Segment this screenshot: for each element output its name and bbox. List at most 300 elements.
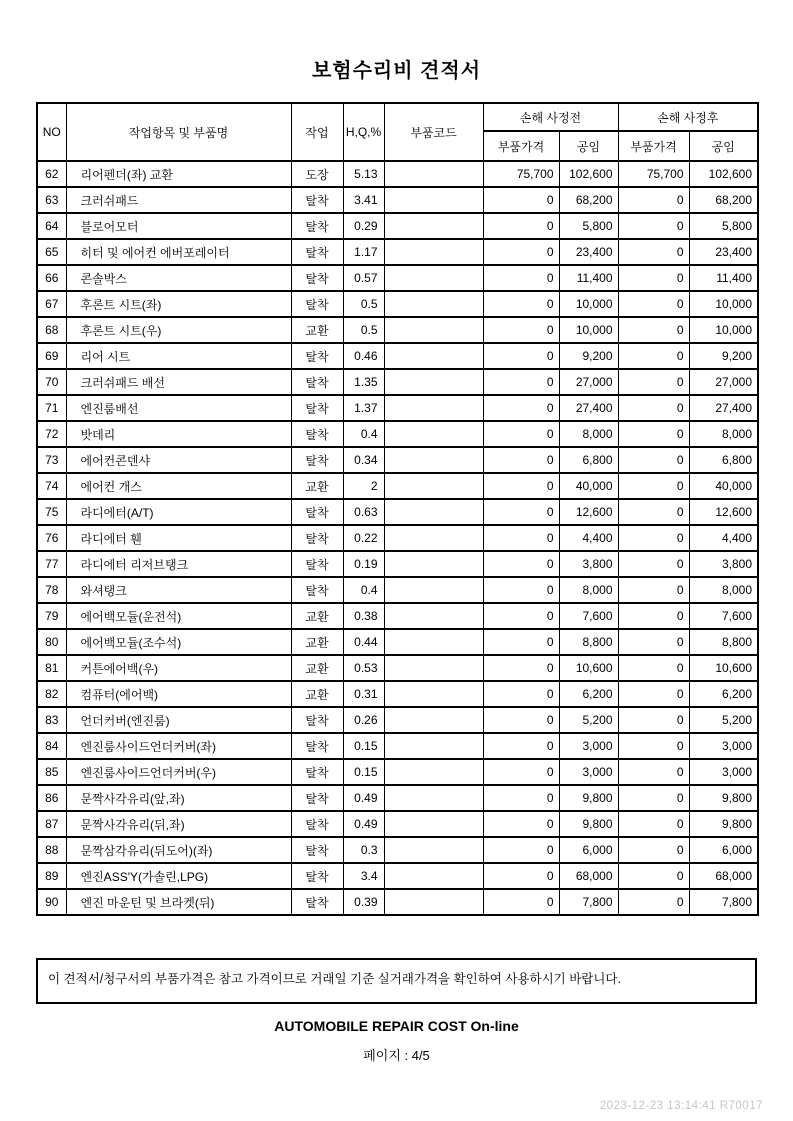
cell-hq-percent: 0.39 (343, 889, 384, 915)
cell-before-labor: 6,200 (559, 681, 618, 707)
cell-hq-percent: 0.26 (343, 707, 384, 733)
cell-hq-percent: 0.38 (343, 603, 384, 629)
cell-no: 71 (37, 395, 66, 421)
cell-part-code (384, 837, 483, 863)
col-header-part-code: 부품코드 (384, 103, 483, 161)
cell-work-type: 탈착 (291, 707, 343, 733)
repair-estimate-table (36, 102, 759, 916)
notice-box (36, 958, 757, 1004)
cell-item-name: 후론트 시트(좌) (66, 291, 291, 317)
cell-no: 73 (37, 447, 66, 473)
cell-item-name: 문짝삼각유리(뒤도어)(좌) (66, 837, 291, 863)
cell-hq-percent: 1.37 (343, 395, 384, 421)
cell-before-part-price: 0 (483, 473, 559, 499)
cell-hq-percent: 0.46 (343, 343, 384, 369)
cell-no: 80 (37, 629, 66, 655)
cell-work-type: 탈착 (291, 447, 343, 473)
cell-after-part-price: 75,700 (618, 161, 689, 187)
cell-no: 86 (37, 785, 66, 811)
cell-no: 90 (37, 889, 66, 915)
cell-item-name: 리어 시트 (66, 343, 291, 369)
table-row (37, 291, 758, 317)
cell-after-part-price: 0 (618, 811, 689, 837)
cell-after-labor: 10,000 (689, 291, 758, 317)
cell-item-name: 엔진 마운틴 및 브라켓(뒤) (66, 889, 291, 915)
cell-hq-percent: 0.19 (343, 551, 384, 577)
footer-title: AUTOMOBILE REPAIR COST On-line (274, 1018, 519, 1034)
cell-after-labor: 12,600 (689, 499, 758, 525)
cell-before-part-price: 0 (483, 889, 559, 915)
cell-work-type: 탈착 (291, 785, 343, 811)
table-row (37, 629, 758, 655)
cell-part-code (384, 603, 483, 629)
table-row (37, 837, 758, 863)
cell-hq-percent: 0.53 (343, 655, 384, 681)
cell-hq-percent: 0.3 (343, 837, 384, 863)
cell-before-labor: 102,600 (559, 161, 618, 187)
cell-part-code (384, 551, 483, 577)
col-header-no: NO (37, 103, 66, 161)
cell-after-part-price: 0 (618, 889, 689, 915)
cell-hq-percent: 0.4 (343, 577, 384, 603)
cell-no: 77 (37, 551, 66, 577)
cell-after-part-price: 0 (618, 447, 689, 473)
cell-no: 84 (37, 733, 66, 759)
cell-before-labor: 5,200 (559, 707, 618, 733)
cell-after-labor: 5,200 (689, 707, 758, 733)
table-row (37, 707, 758, 733)
cell-no: 63 (37, 187, 66, 213)
cell-hq-percent: 0.49 (343, 811, 384, 837)
col-header-after-assessment: 손해 사정후 (618, 103, 758, 131)
cell-after-labor: 6,000 (689, 837, 758, 863)
cell-before-labor: 8,000 (559, 577, 618, 603)
table-row (37, 473, 758, 499)
cell-after-labor: 6,200 (689, 681, 758, 707)
cell-after-labor: 68,200 (689, 187, 758, 213)
cell-work-type: 탈착 (291, 291, 343, 317)
table-row (37, 733, 758, 759)
cell-after-labor: 27,000 (689, 369, 758, 395)
cell-before-labor: 8,800 (559, 629, 618, 655)
cell-no: 67 (37, 291, 66, 317)
cell-after-part-price: 0 (618, 629, 689, 655)
cell-after-labor: 10,600 (689, 655, 758, 681)
cell-before-labor: 27,000 (559, 369, 618, 395)
cell-item-name: 에어백모듈(운전석) (66, 603, 291, 629)
cell-no: 65 (37, 239, 66, 265)
cell-after-labor: 9,800 (689, 811, 758, 837)
cell-part-code (384, 629, 483, 655)
cell-before-labor: 10,600 (559, 655, 618, 681)
table-row (37, 369, 758, 395)
table-header (37, 103, 758, 161)
cell-no: 85 (37, 759, 66, 785)
col-header-before-assessment: 손해 사정전 (483, 103, 618, 131)
cell-after-labor: 7,600 (689, 603, 758, 629)
cell-part-code (384, 785, 483, 811)
cell-before-part-price: 0 (483, 863, 559, 889)
cell-hq-percent: 0.5 (343, 317, 384, 343)
cell-before-part-price: 0 (483, 239, 559, 265)
cell-work-type: 탈착 (291, 863, 343, 889)
cell-part-code (384, 161, 483, 187)
cell-item-name: 에어컨콘덴샤 (66, 447, 291, 473)
table-row (37, 525, 758, 551)
cell-no: 89 (37, 863, 66, 889)
cell-hq-percent: 0.29 (343, 213, 384, 239)
cell-item-name: 컴퓨터(에어백) (66, 681, 291, 707)
cell-part-code (384, 499, 483, 525)
cell-part-code (384, 577, 483, 603)
table-row (37, 187, 758, 213)
cell-part-code (384, 733, 483, 759)
cell-before-labor: 3,000 (559, 733, 618, 759)
cell-item-name: 엔진룸사이드언더커버(우) (66, 759, 291, 785)
page-number-label: 페이지 : 4/5 (363, 1048, 430, 1063)
col-header-item: 작업항목 및 부품명 (66, 103, 291, 161)
cell-after-part-price: 0 (618, 733, 689, 759)
col-header-before-labor: 공임 (559, 131, 618, 161)
table-row (37, 603, 758, 629)
cell-item-name: 엔진룸배선 (66, 395, 291, 421)
cell-before-part-price: 0 (483, 655, 559, 681)
cell-after-part-price: 0 (618, 707, 689, 733)
cell-before-part-price: 0 (483, 343, 559, 369)
cell-after-labor: 4,400 (689, 525, 758, 551)
cell-hq-percent: 0.57 (343, 265, 384, 291)
cell-before-part-price: 0 (483, 499, 559, 525)
cell-hq-percent: 1.17 (343, 239, 384, 265)
table-row (37, 265, 758, 291)
cell-part-code (384, 317, 483, 343)
cell-before-labor: 5,800 (559, 213, 618, 239)
cell-work-type: 탈착 (291, 421, 343, 447)
notice-text: 이 견적서/청구서의 부품가격은 참고 가격이므로 거래일 기준 실거래가격을 확인하여 사용하시기 바랍니다. (48, 972, 621, 986)
page-title: 보험수리비 견적서 (311, 60, 482, 82)
cell-item-name: 에어백모듈(조수석) (66, 629, 291, 655)
cell-work-type: 탈착 (291, 551, 343, 577)
cell-after-labor: 5,800 (689, 213, 758, 239)
cell-part-code (384, 213, 483, 239)
cell-before-labor: 6,800 (559, 447, 618, 473)
cell-no: 70 (37, 369, 66, 395)
cell-after-part-price: 0 (618, 239, 689, 265)
table-row (37, 421, 758, 447)
cell-work-type: 탈착 (291, 499, 343, 525)
cell-hq-percent: 0.49 (343, 785, 384, 811)
cell-after-part-price: 0 (618, 655, 689, 681)
cell-no: 75 (37, 499, 66, 525)
cell-after-labor: 23,400 (689, 239, 758, 265)
cell-work-type: 교환 (291, 317, 343, 343)
cell-before-part-price: 0 (483, 551, 559, 577)
cell-after-part-price: 0 (618, 395, 689, 421)
cell-after-labor: 40,000 (689, 473, 758, 499)
cell-part-code (384, 421, 483, 447)
cell-before-part-price: 0 (483, 785, 559, 811)
cell-before-labor: 3,000 (559, 759, 618, 785)
print-timestamp: 2023-12-23 13:14:41 R70017 (599, 1100, 763, 1112)
cell-no: 64 (37, 213, 66, 239)
cell-hq-percent: 0.44 (343, 629, 384, 655)
col-header-after-labor: 공임 (689, 131, 758, 161)
cell-after-part-price: 0 (618, 473, 689, 499)
cell-after-part-price: 0 (618, 369, 689, 395)
table-row (37, 863, 758, 889)
cell-after-labor: 8,800 (689, 629, 758, 655)
cell-after-part-price: 0 (618, 187, 689, 213)
cell-hq-percent: 0.5 (343, 291, 384, 317)
col-header-hq: H,Q,% (343, 103, 384, 161)
cell-work-type: 탈착 (291, 733, 343, 759)
table-row (37, 811, 758, 837)
cell-before-labor: 7,800 (559, 889, 618, 915)
cell-work-type: 탈착 (291, 239, 343, 265)
cell-work-type: 탈착 (291, 213, 343, 239)
cell-before-labor: 11,400 (559, 265, 618, 291)
cell-item-name: 와셔탱크 (66, 577, 291, 603)
cell-work-type: 교환 (291, 681, 343, 707)
cell-hq-percent: 0.15 (343, 733, 384, 759)
cell-after-part-price: 0 (618, 317, 689, 343)
table-row (37, 395, 758, 421)
col-header-work: 작업 (291, 103, 343, 161)
cell-after-part-price: 0 (618, 681, 689, 707)
cell-hq-percent: 1.35 (343, 369, 384, 395)
cell-after-labor: 6,800 (689, 447, 758, 473)
cell-hq-percent: 3.41 (343, 187, 384, 213)
cell-part-code (384, 759, 483, 785)
cell-item-name: 커튼에어백(우) (66, 655, 291, 681)
cell-part-code (384, 681, 483, 707)
table-row (37, 317, 758, 343)
cell-before-labor: 9,200 (559, 343, 618, 369)
cell-before-labor: 12,600 (559, 499, 618, 525)
cell-after-part-price: 0 (618, 421, 689, 447)
cell-before-labor: 10,000 (559, 291, 618, 317)
table-row (37, 889, 758, 915)
cell-after-labor: 27,400 (689, 395, 758, 421)
cell-part-code (384, 707, 483, 733)
cell-no: 62 (37, 161, 66, 187)
cell-before-part-price: 0 (483, 265, 559, 291)
cell-work-type: 탈착 (291, 265, 343, 291)
cell-after-part-price: 0 (618, 343, 689, 369)
cell-after-part-price: 0 (618, 759, 689, 785)
cell-before-part-price: 0 (483, 577, 559, 603)
cell-after-part-price: 0 (618, 499, 689, 525)
cell-work-type: 탈착 (291, 889, 343, 915)
cell-hq-percent: 5.13 (343, 161, 384, 187)
cell-before-part-price: 0 (483, 525, 559, 551)
cell-before-labor: 4,400 (559, 525, 618, 551)
table-row (37, 785, 758, 811)
cell-item-name: 히터 및 에어컨 에버포레이터 (66, 239, 291, 265)
cell-before-part-price: 0 (483, 421, 559, 447)
cell-work-type: 교환 (291, 629, 343, 655)
cell-no: 88 (37, 837, 66, 863)
cell-hq-percent: 3.4 (343, 863, 384, 889)
cell-work-type: 탈착 (291, 811, 343, 837)
cell-after-part-price: 0 (618, 863, 689, 889)
col-header-after-part-price: 부품가격 (618, 131, 689, 161)
cell-part-code (384, 889, 483, 915)
cell-before-part-price: 0 (483, 629, 559, 655)
cell-no: 74 (37, 473, 66, 499)
cell-before-labor: 68,200 (559, 187, 618, 213)
cell-item-name: 라디에터 리저브탱크 (66, 551, 291, 577)
cell-no: 83 (37, 707, 66, 733)
cell-hq-percent: 0.34 (343, 447, 384, 473)
cell-hq-percent: 0.4 (343, 421, 384, 447)
cell-before-labor: 8,000 (559, 421, 618, 447)
table-row (37, 161, 758, 187)
cell-item-name: 콘솔박스 (66, 265, 291, 291)
cell-before-labor: 27,400 (559, 395, 618, 421)
cell-no: 68 (37, 317, 66, 343)
table-body (37, 161, 758, 915)
cell-after-labor: 9,200 (689, 343, 758, 369)
cell-after-labor: 68,000 (689, 863, 758, 889)
cell-work-type: 교환 (291, 603, 343, 629)
cell-part-code (384, 863, 483, 889)
table-row (37, 681, 758, 707)
cell-before-labor: 68,000 (559, 863, 618, 889)
cell-item-name: 언더커버(엔진룸) (66, 707, 291, 733)
cell-no: 79 (37, 603, 66, 629)
cell-after-part-price: 0 (618, 213, 689, 239)
cell-hq-percent: 0.31 (343, 681, 384, 707)
cell-work-type: 교환 (291, 473, 343, 499)
cell-before-labor: 9,800 (559, 785, 618, 811)
cell-part-code (384, 291, 483, 317)
cell-item-name: 블로어모터 (66, 213, 291, 239)
cell-after-part-price: 0 (618, 291, 689, 317)
cell-before-labor: 9,800 (559, 811, 618, 837)
cell-part-code (384, 369, 483, 395)
cell-before-part-price: 0 (483, 733, 559, 759)
cell-item-name: 리어펜더(좌) 교환 (66, 161, 291, 187)
cell-work-type: 도장 (291, 161, 343, 187)
cell-after-labor: 3,000 (689, 759, 758, 785)
cell-item-name: 크러쉬패드 (66, 187, 291, 213)
cell-part-code (384, 265, 483, 291)
cell-part-code (384, 187, 483, 213)
cell-no: 81 (37, 655, 66, 681)
cell-part-code (384, 811, 483, 837)
header-row-top (37, 103, 758, 131)
cell-item-name: 에어컨 개스 (66, 473, 291, 499)
cell-hq-percent: 2 (343, 473, 384, 499)
cell-item-name: 밧데리 (66, 421, 291, 447)
cell-no: 82 (37, 681, 66, 707)
cell-after-labor: 11,400 (689, 265, 758, 291)
cell-no: 72 (37, 421, 66, 447)
cell-work-type: 탈착 (291, 837, 343, 863)
cell-work-type: 탈착 (291, 187, 343, 213)
cell-before-part-price: 0 (483, 447, 559, 473)
cell-before-part-price: 0 (483, 213, 559, 239)
cell-before-part-price: 0 (483, 369, 559, 395)
cell-work-type: 탈착 (291, 577, 343, 603)
table-row (37, 213, 758, 239)
cell-after-labor: 7,800 (689, 889, 758, 915)
cell-after-labor: 3,800 (689, 551, 758, 577)
cell-before-labor: 23,400 (559, 239, 618, 265)
cell-after-part-price: 0 (618, 525, 689, 551)
cell-part-code (384, 239, 483, 265)
cell-work-type: 탈착 (291, 343, 343, 369)
cell-part-code (384, 343, 483, 369)
cell-work-type: 탈착 (291, 395, 343, 421)
cell-before-part-price: 75,700 (483, 161, 559, 187)
cell-part-code (384, 447, 483, 473)
cell-item-name: 엔진ASS'Y(가솔린,LPG) (66, 863, 291, 889)
cell-no: 69 (37, 343, 66, 369)
cell-hq-percent: 0.63 (343, 499, 384, 525)
cell-work-type: 탈착 (291, 759, 343, 785)
table-row (37, 239, 758, 265)
cell-before-part-price: 0 (483, 603, 559, 629)
cell-after-part-price: 0 (618, 837, 689, 863)
col-header-before-part-price: 부품가격 (483, 131, 559, 161)
table-row (37, 447, 758, 473)
cell-no: 87 (37, 811, 66, 837)
cell-item-name: 크러쉬패드 배선 (66, 369, 291, 395)
cell-after-labor: 9,800 (689, 785, 758, 811)
cell-no: 66 (37, 265, 66, 291)
cell-before-part-price: 0 (483, 291, 559, 317)
cell-item-name: 후론트 시트(우) (66, 317, 291, 343)
table-row (37, 499, 758, 525)
cell-item-name: 라디에터 휀 (66, 525, 291, 551)
cell-item-name: 문짝사각유리(앞,좌) (66, 785, 291, 811)
cell-work-type: 탈착 (291, 525, 343, 551)
cell-work-type: 교환 (291, 655, 343, 681)
cell-after-part-price: 0 (618, 785, 689, 811)
cell-before-part-price: 0 (483, 707, 559, 733)
cell-before-part-price: 0 (483, 837, 559, 863)
cell-after-part-price: 0 (618, 577, 689, 603)
cell-work-type: 탈착 (291, 369, 343, 395)
cell-before-labor: 40,000 (559, 473, 618, 499)
cell-after-part-price: 0 (618, 265, 689, 291)
cell-before-part-price: 0 (483, 681, 559, 707)
cell-before-part-price: 0 (483, 759, 559, 785)
cell-after-labor: 3,000 (689, 733, 758, 759)
cell-after-labor: 8,000 (689, 577, 758, 603)
cell-before-part-price: 0 (483, 395, 559, 421)
cell-after-part-price: 0 (618, 551, 689, 577)
table-row (37, 759, 758, 785)
cell-before-labor: 10,000 (559, 317, 618, 343)
cell-part-code (384, 473, 483, 499)
cell-item-name: 라디에터(A/T) (66, 499, 291, 525)
cell-after-labor: 8,000 (689, 421, 758, 447)
table-row (37, 551, 758, 577)
cell-after-labor: 10,000 (689, 317, 758, 343)
table-row (37, 577, 758, 603)
cell-before-labor: 7,600 (559, 603, 618, 629)
table-row (37, 655, 758, 681)
cell-hq-percent: 0.15 (343, 759, 384, 785)
cell-before-part-price: 0 (483, 811, 559, 837)
cell-after-part-price: 0 (618, 603, 689, 629)
table-row (37, 343, 758, 369)
cell-part-code (384, 655, 483, 681)
cell-after-labor: 102,600 (689, 161, 758, 187)
